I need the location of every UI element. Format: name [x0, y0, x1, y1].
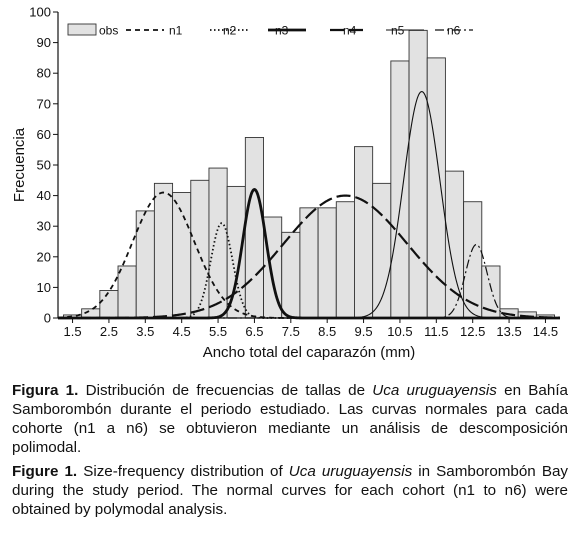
histogram-bar	[336, 202, 354, 318]
x-tick-label: 3.5	[136, 324, 155, 339]
x-tick-label: 10.5	[387, 324, 413, 339]
caption-es-species: Uca uruguayensis	[372, 382, 497, 399]
caption-en-label: Figure 1.	[12, 463, 78, 480]
y-tick-label: 10	[36, 279, 51, 295]
x-tick-label: 1.5	[63, 324, 82, 339]
y-tick-label: 50	[36, 157, 51, 173]
legend-swatch-obs	[68, 24, 96, 35]
caption-english	[12, 462, 568, 519]
histogram-bar	[118, 266, 136, 318]
y-tick-label: 30	[36, 218, 51, 234]
y-tick-label: 0	[43, 310, 51, 326]
y-tick-label: 90	[36, 35, 51, 51]
caption-es-text-2: en Bahía Samborombón durante el periodo estudiado. Las curvas normales para cada cohorte (n1 a n6) se obtuvieron mediante un análisis de descomposición polimodal.	[12, 382, 568, 456]
caption-spanish	[12, 381, 568, 457]
x-tick-label: 6.5	[245, 324, 264, 339]
legend-label-n6: n6	[447, 23, 461, 38]
histogram-bar	[209, 168, 227, 318]
histogram-bar	[427, 58, 445, 318]
histogram-bar	[318, 208, 336, 318]
x-tick-label: 5.5	[209, 324, 228, 339]
legend-label-n1: n1	[169, 23, 183, 38]
histogram-bar	[227, 186, 245, 318]
histogram-bar	[100, 290, 118, 318]
x-tick-label: 11.5	[424, 324, 449, 339]
caption-en-text-2: in Samborombón Bay during the study period. The normal curves for each cohort (n1 to n6) were obtained by polymodal analysis.	[12, 463, 568, 518]
histogram-bar	[245, 137, 263, 318]
y-tick-label: 20	[36, 249, 51, 265]
y-tick-label: 40	[36, 188, 51, 204]
histogram-bar	[191, 180, 209, 318]
histogram-bar	[136, 211, 154, 318]
caption-en-text-1: Size-frequency distribution of	[77, 463, 289, 480]
histogram-bar	[391, 61, 409, 318]
legend-label-n4: n4	[343, 23, 357, 38]
y-tick-label: 70	[36, 96, 51, 112]
x-tick-label: 4.5	[172, 324, 191, 339]
caption-es-text-1: Distribución de frecuencias de tallas de	[78, 382, 373, 399]
histogram-bar	[409, 30, 427, 318]
histogram-bar	[300, 208, 318, 318]
legend-label-obs: obs	[99, 23, 119, 38]
x-tick-label: 13.5	[496, 324, 522, 339]
caption-en-species: Uca uruguayensis	[288, 463, 413, 480]
x-tick-label: 9.5	[354, 324, 373, 339]
legend-label-n5: n5	[391, 23, 405, 38]
y-tick-label: 60	[36, 126, 51, 142]
legend-label-n3: n3	[275, 23, 289, 38]
x-axis-title: Ancho total del caparazón (mm)	[202, 344, 416, 361]
x-tick-label: 2.5	[99, 324, 118, 339]
y-axis-title: Frecuencia	[11, 127, 28, 203]
y-tick-label: 80	[36, 65, 51, 81]
y-tick-label: 100	[29, 4, 51, 20]
legend-label-n2: n2	[223, 23, 237, 38]
histogram-bar	[154, 183, 172, 318]
x-tick-label: 12.5	[460, 324, 486, 339]
x-tick-label: 8.5	[318, 324, 337, 339]
histogram-bar	[282, 232, 300, 318]
x-tick-label: 14.5	[532, 324, 559, 339]
x-tick-label: 7.5	[281, 324, 300, 339]
caption-es-label: Figura 1.	[12, 382, 79, 399]
histogram-bar	[354, 147, 372, 318]
